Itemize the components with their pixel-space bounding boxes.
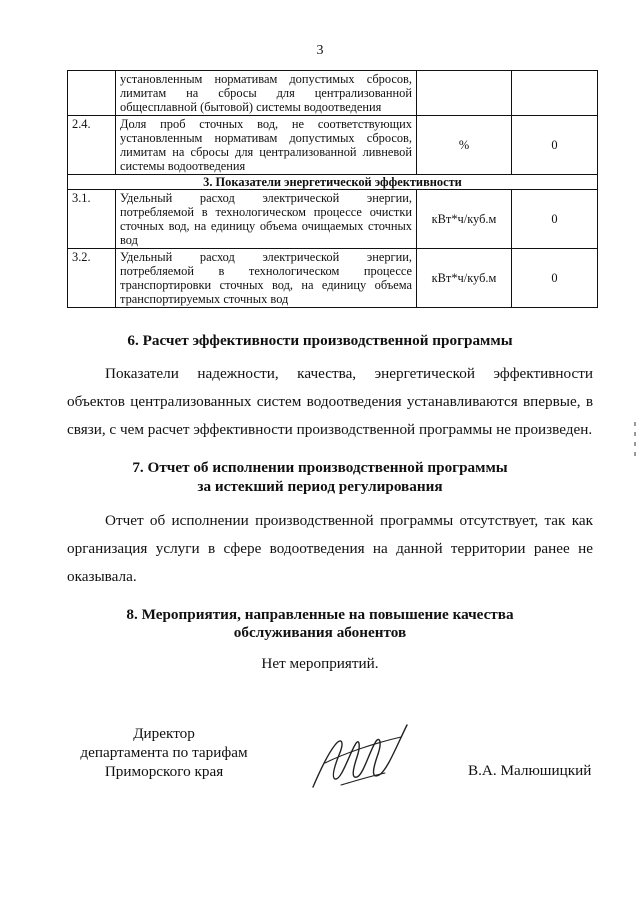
value-cell: 0 bbox=[512, 116, 598, 175]
signer-name: В.А. Малюшицкий bbox=[468, 762, 592, 779]
indicators-table bbox=[67, 70, 598, 308]
table-section-title: 3. Показатели энергетической эффективности bbox=[68, 175, 598, 190]
indicator-description-cell: Доля проб сточных вод, не соответствующих установленным нормативам допустимых сбросов, лимитам на сбросы для централизованной ливневой системы водоотведения bbox=[116, 116, 417, 175]
signer-position-line3: Приморского края bbox=[104, 763, 224, 780]
section-8-title-line2: обслуживания абонентов bbox=[233, 624, 407, 641]
section-8-title-line1: 8. Мероприятия, направленные на повышение качества bbox=[126, 606, 514, 623]
section-7-text: Отчет об исполнении производственной программы отсутствует, так как организация услуги в сфере водоотведения на данной территории ранее не оказывала. bbox=[67, 512, 593, 585]
section-6-text: Показатели надежности, качества, энергетической эффективности объектов централизованных систем водоотведения устанавливаются впервые, в связи, с чем расчет эффективности производственной программы не произведен. bbox=[67, 365, 593, 438]
scan-edge-marks bbox=[632, 420, 638, 460]
indicator-description-cell: установленным нормативам допустимых сбросов, лимитам на сбросы для централизованной общесплавной (бытовой) системы водоотведения bbox=[116, 71, 417, 116]
unit-cell: кВт*ч/куб.м bbox=[417, 190, 512, 249]
section-6-title: 6. Расчет эффективности производственной программы bbox=[127, 332, 513, 349]
value-cell: 0 bbox=[512, 249, 598, 308]
signer-position-line2: департамента по тарифам bbox=[80, 744, 248, 761]
table-row bbox=[68, 190, 598, 249]
value-cell bbox=[512, 71, 598, 116]
handwritten-signature bbox=[305, 715, 415, 795]
indicator-description-cell: Удельный расход электрической энергии, потребляемой в технологическом процессе транспортировки сточных вод, на единицу объема транспортируемых сточных вод bbox=[116, 249, 417, 308]
unit-cell: кВт*ч/куб.м bbox=[417, 249, 512, 308]
unit-cell bbox=[417, 71, 512, 116]
indicator-description-cell: Удельный расход электрической энергии, потребляемой в технологическом процессе очистки сточных вод, на единицу объема очищаемых сточных вод bbox=[116, 190, 417, 249]
table-row bbox=[68, 249, 598, 308]
value-cell: 0 bbox=[512, 190, 598, 249]
row-number-cell bbox=[68, 71, 116, 116]
unit-cell: % bbox=[417, 116, 512, 175]
signer-position-line1: Директор bbox=[133, 725, 195, 742]
section-8-text: Нет мероприятий. bbox=[261, 655, 379, 672]
row-number-cell: 2.4. bbox=[68, 116, 116, 175]
section-7-title-line2: за истекший период регулирования bbox=[197, 478, 443, 495]
row-number-cell: 3.1. bbox=[68, 190, 116, 249]
table-row bbox=[68, 116, 598, 175]
row-number-cell: 3.2. bbox=[68, 249, 116, 308]
indicators-table-body bbox=[68, 71, 598, 308]
signer-position bbox=[64, 724, 264, 781]
table-section-row bbox=[68, 175, 598, 190]
section-7-title-line1: 7. Отчет об исполнении производственной программы bbox=[132, 459, 508, 476]
page-number: 3 bbox=[316, 43, 324, 58]
table-row bbox=[68, 71, 598, 116]
